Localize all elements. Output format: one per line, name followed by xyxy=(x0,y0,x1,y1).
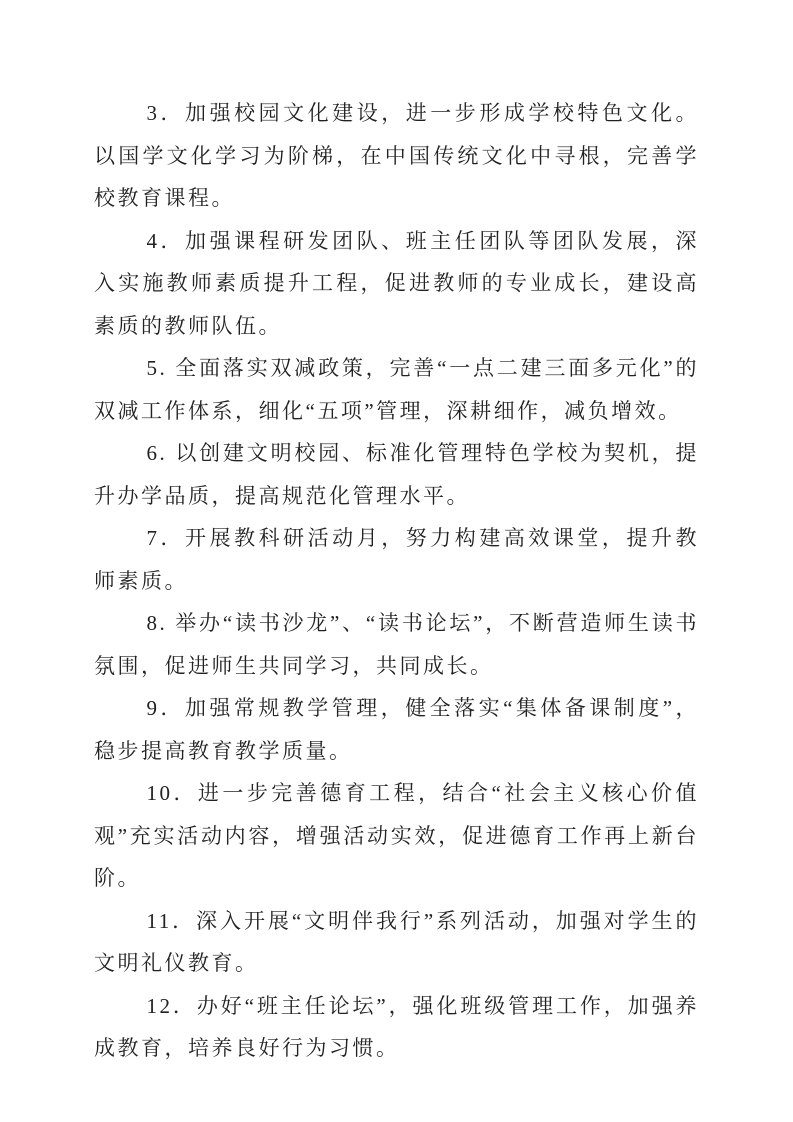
paragraph-item-4: 4．加强课程研发团队、班主任团队等团队发展，深入实施教师素质提升工程，促进教师的专业成长，建设高素质的教师队伍。 xyxy=(94,228,699,338)
document-body xyxy=(94,92,699,1070)
paragraph-item-5: 5. 全面落实双减政策，完善“一点二建三面多元化”的双减工作体系，细化“五项”管理，深耕细作，减负增效。 xyxy=(94,356,699,423)
paragraph-item-9: 9．加强常规教学管理，健全落实“集体备课制度”，稳步提高教育教学质量。 xyxy=(94,696,699,763)
paragraph-item-7: 7．开展教科研活动月，努力构建高效课堂，提升教师素质。 xyxy=(94,526,699,593)
paragraph-item-11: 11．深入开展“文明伴我行”系列活动，加强对学生的文明礼仪教育。 xyxy=(94,908,699,975)
paragraph-item-6: 6. 以创建文明校园、标准化管理特色学校为契机，提升办学品质，提高规范化管理水平。 xyxy=(94,441,699,508)
paragraph-item-3: 3．加强校园文化建设，进一步形成学校特色文化。以国学文化学习为阶梯，在中国传统文化中寻根，完善学校教育课程。 xyxy=(94,101,699,210)
paragraph-item-10: 10．进一步完善德育工程，结合“社会主义核心价值观”充实活动内容，增强活动实效，促进德育工作再上新台阶。 xyxy=(94,781,699,890)
paragraph-item-8: 8. 举办“读书沙龙”、“读书论坛”，不断营造师生读书氛围，促进师生共同学习，共同成长。 xyxy=(94,611,699,678)
paragraph-item-12: 12．办好“班主任论坛”，强化班级管理工作，加强养成教育，培养良好行为习惯。 xyxy=(94,993,699,1060)
